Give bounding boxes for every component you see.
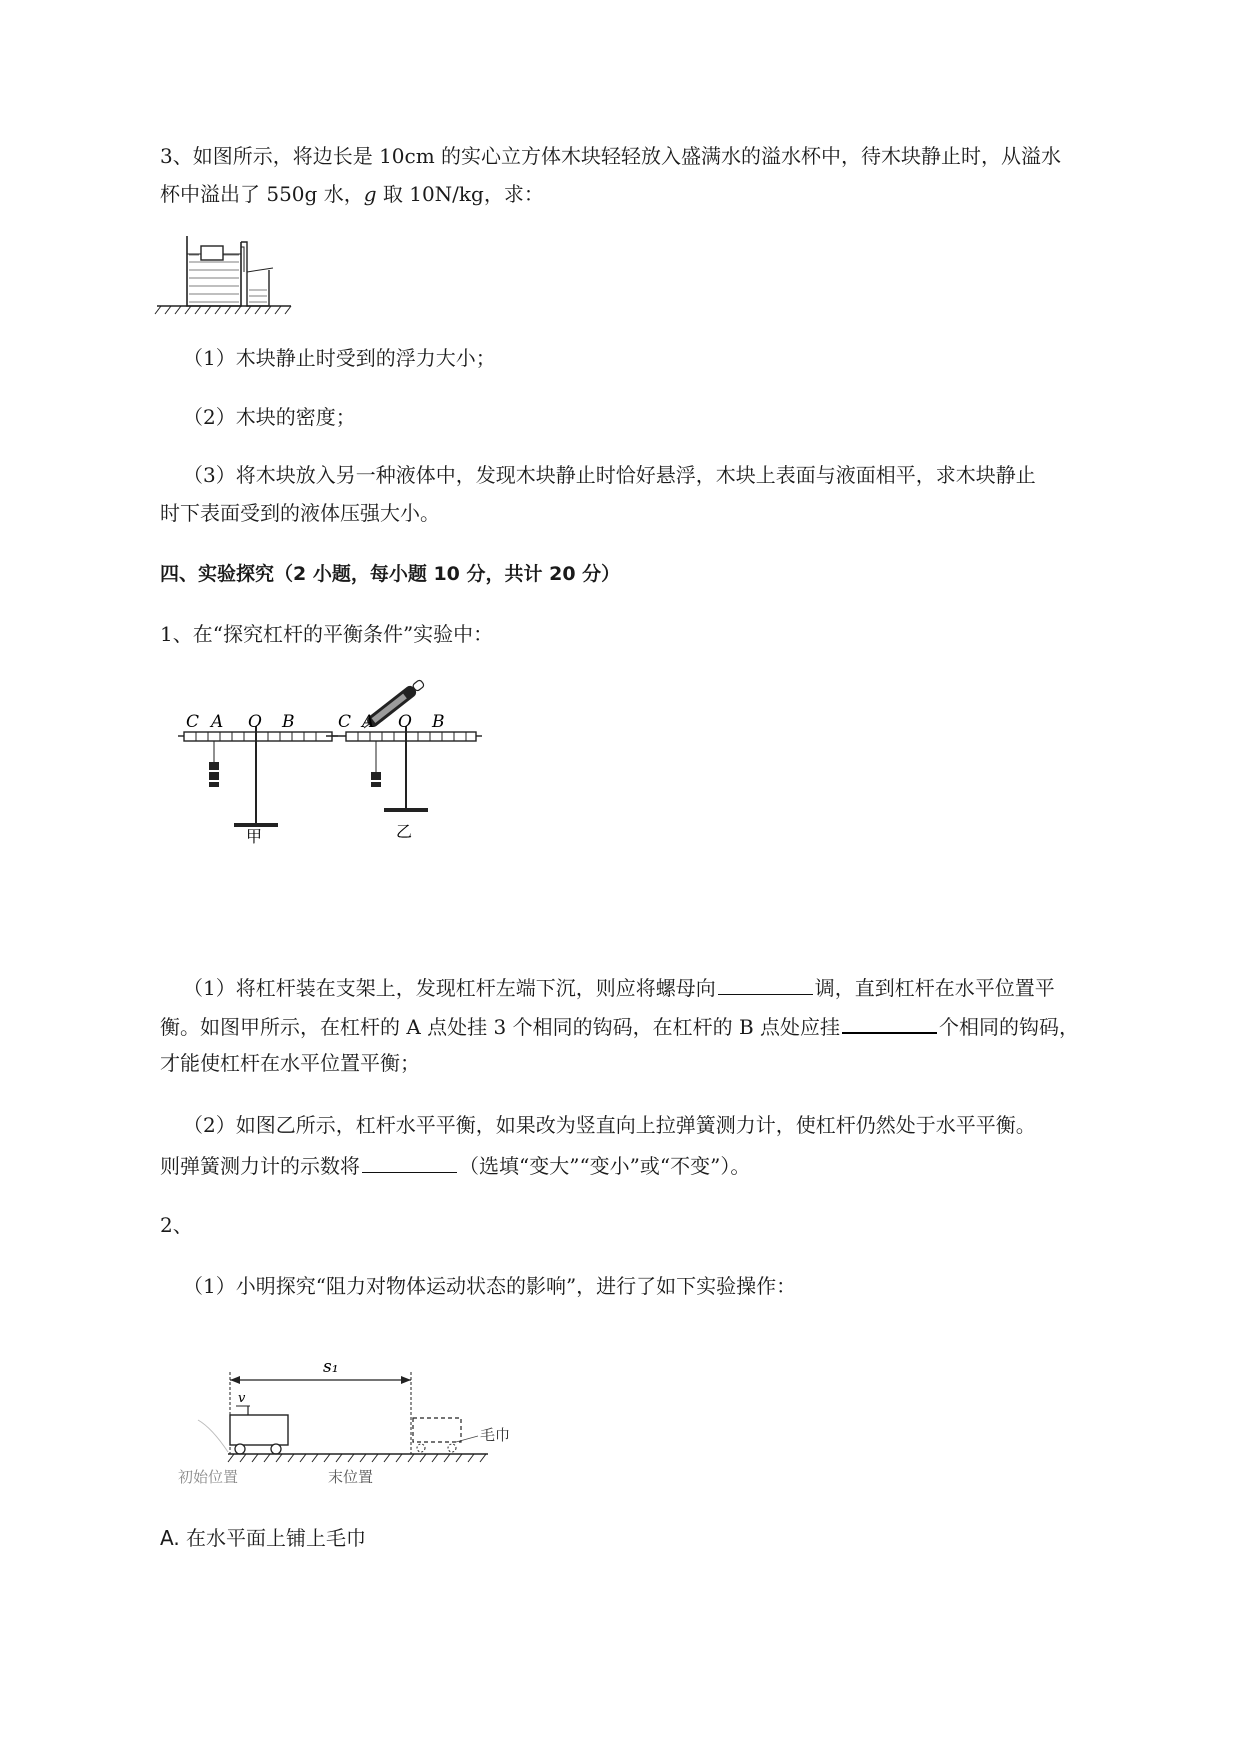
label-a-yi: A (362, 712, 375, 732)
label-s1: s₁ (323, 1357, 339, 1377)
g-symbol: g (363, 182, 377, 206)
lever-jia (178, 712, 338, 846)
answer-blank-count[interactable] (842, 1010, 937, 1034)
label-b-yi: B (432, 712, 445, 732)
ex1-p2-line2 (160, 1150, 750, 1180)
ex1-stem: 1、在“探究杠杆的平衡条件”实验中： (160, 622, 494, 646)
q3-stem-line2-a: 杯中溢出了 550g 水， (160, 182, 364, 206)
ex1-p1-line1-b: 调，直到杠杆在水平位置平 (814, 976, 1055, 1000)
answer-blank-reading[interactable] (362, 1150, 457, 1173)
q3-sub2: （2）木块的密度； (183, 405, 356, 429)
label-jia: 甲 (246, 827, 263, 846)
ex1-p2-line2-a: 则弹簧测力计的示数将 (160, 1154, 360, 1178)
ex2-stem: 2、 (160, 1213, 193, 1237)
cart-figure (178, 1350, 548, 1490)
label-yi: 乙 (396, 822, 413, 841)
q3-stem-line1: 3、如图所示，将边长是 10cm 的实心立方体木块轻轻放入盛满水的溢水杯中，待木块静止时，从溢水 (160, 144, 1062, 168)
q3-sub1: （1）木块静止时受到的浮力大小； (183, 346, 496, 370)
label-start-position: 初始位置 (178, 1468, 239, 1486)
q3-stem-line2-b: 取 10N/kg，求： (376, 182, 544, 206)
answer-blank-direction[interactable] (718, 972, 813, 995)
label-c-jia: C (186, 712, 200, 732)
q3-sub3-line1: （3）将木块放入另一种液体中，发现木块静止时恰好悬浮，木块上表面与液面相平，求木块静止 (183, 463, 1036, 487)
label-end-position: 末位置 (328, 1468, 374, 1486)
overflow-cup-figure (155, 228, 295, 318)
label-v: v (238, 1391, 246, 1406)
ex2-p1: （1）小明探究“阻力对物体运动状态的影响”，进行了如下实验操作： (183, 1274, 797, 1298)
label-towel: 毛巾 (480, 1426, 511, 1444)
label-b-jia: B (282, 712, 295, 732)
label-a-jia: A (211, 712, 224, 732)
lever-figure (178, 680, 518, 846)
ex1-p1-line2 (160, 1010, 1079, 1041)
lever-yi (326, 678, 482, 841)
section4-heading: 四、实验探究（2 小题，每小题 10 分，共计 20 分） (160, 563, 621, 585)
ex2-option-a: A. 在水平面上铺上毛巾 (160, 1526, 367, 1550)
q3-stem-line2 (160, 180, 544, 208)
label-o-jia: O (248, 712, 262, 732)
q3-sub3-line2: 时下表面受到的液体压强大小。 (160, 501, 440, 525)
ex1-p2-line2-b: （选填“变大”“变小”或“不变”）。 (459, 1154, 751, 1178)
ex1-p1-line1-a: （1）将杠杆装在支架上，发现杠杆左端下沉，则应将螺母向 (183, 976, 716, 1000)
ex1-p2-line1: （2）如图乙所示，杠杆水平平衡，如果改为竖直向上拉弹簧测力计，使杠杆仍然处于水平平衡。 (183, 1113, 1036, 1137)
ex1-p1-line2-a: 衡。如图甲所示，在杠杆的 A 点处挂 3 个相同的钩码，在杠杆的 B 点处应挂 (160, 1015, 841, 1039)
ex1-p1-line1 (183, 972, 1055, 1002)
ex1-p1-line2-b: 个相同的钩码， (939, 1015, 1080, 1039)
label-o-yi: O (398, 712, 412, 732)
label-c-yi: C (338, 712, 352, 732)
ex1-p1-line3: 才能使杠杆在水平位置平衡； (160, 1051, 420, 1075)
